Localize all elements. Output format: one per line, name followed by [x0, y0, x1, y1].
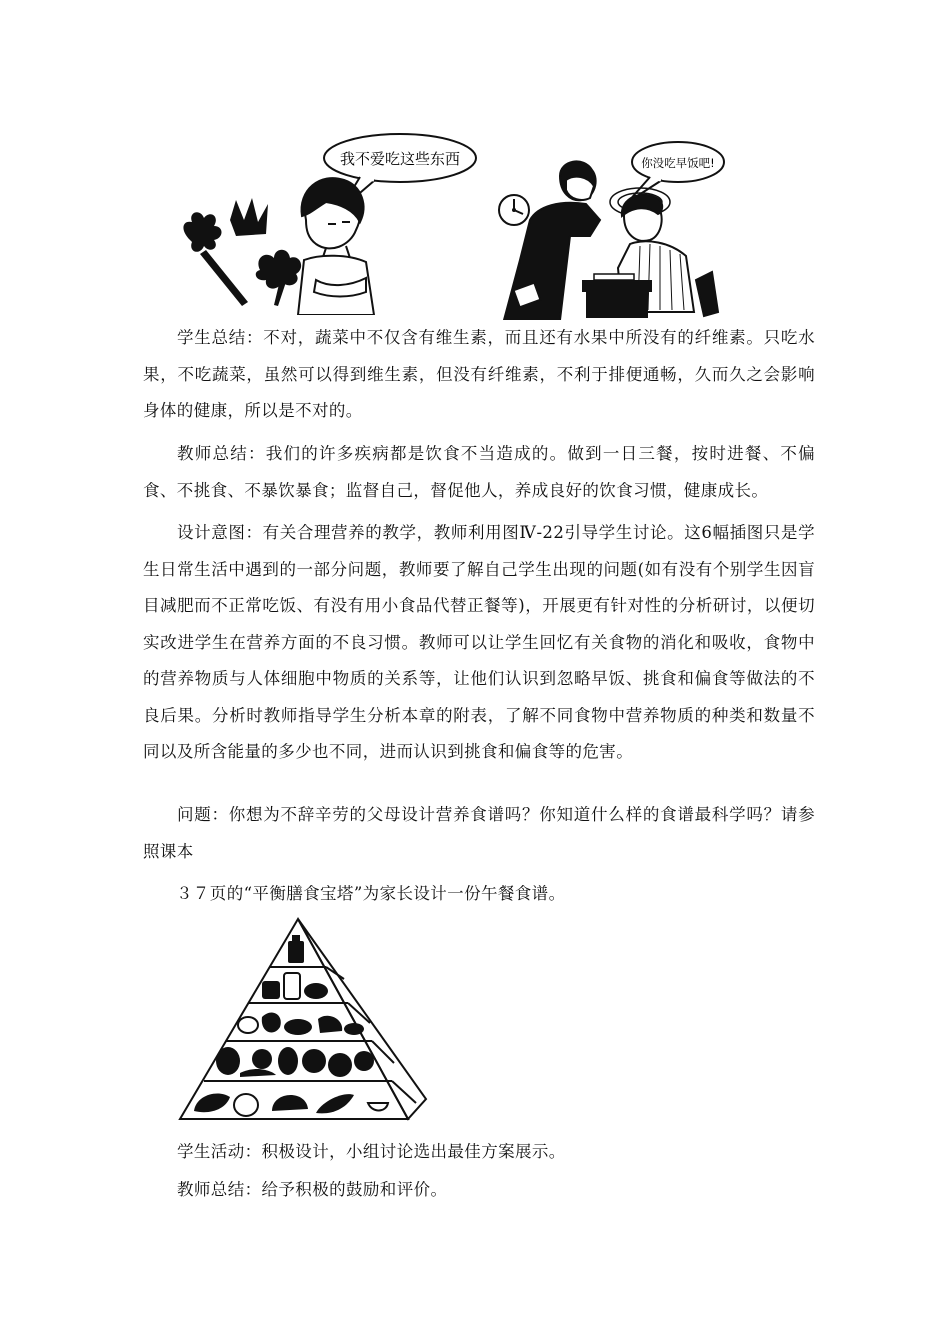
desk-icon	[582, 274, 652, 318]
teacher-figure	[504, 161, 600, 320]
left-speech-text: 我不爱吃这些东西	[339, 150, 461, 168]
clock-icon	[499, 195, 529, 225]
food-pyramid-diagram	[176, 915, 436, 1125]
teacher-summary-2-paragraph: 教师总结：给予积极的鼓励和评价。	[177, 1180, 448, 1199]
grains-icon	[194, 1093, 388, 1116]
meat-fish-eggs-icon	[238, 1012, 364, 1035]
fruits-vegetables-icon	[216, 1047, 374, 1077]
teacher-summary-paragraph: 教师总结：我们的许多疾病都是饮食不当造成的。做到一日三餐，按时进餐、不偏食、不挑食、不暴饮暴食；监督自己，督促他人，养成良好的饮食习惯，健康成长。	[143, 444, 815, 500]
illustration-teacher-student	[490, 140, 730, 320]
question-paragraph: 问题：你想为不辞辛劳的父母设计营养食谱吗？你知道什么样的食谱最科学吗？请参照课本	[143, 805, 815, 861]
right-speech-text: 你没吃早饭吧!	[641, 156, 715, 170]
design-intent-paragraph: 设计意图：有关合理营养的教学，教师利用图Ⅳ-22引导学生讨论。这6幅插图只是学生日常生活中遇到的一部分问题，教师要了解自己学生出现的问题(如有没有个别学生因盲目减肥而不正常吃饭、有没有用小食品代替正餐等)，开展更有针对性的分析研讨，以便切实改进学生在营养方面的不良习惯。教师可以让学生回忆有关食物的消化和吸收，食物中的营养物质与人体细胞中物质的关系等，让他们认识到忽略早饭、挑食和偏食等做法的不良后果。分析时教师指导学生分析本章的附表，了解不同食物中营养物质的种类和数量不同以及所含能量的多少也不同，进而认识到挑食和偏食等的危害。	[143, 523, 815, 761]
vegetables-icon	[183, 198, 301, 306]
dairy-beans-icon	[262, 973, 328, 999]
illustration-boy-vegetables	[170, 130, 480, 315]
student-summary-paragraph: 学生总结：不对，蔬菜中不仅含有维生素，而且还有水果中所没有的纤维素。只吃水果，不吃蔬菜，虽然可以得到维生素，但没有纤维素，不利于排便通畅，久而久之会影响身体的健康，所以是不对的。	[143, 328, 815, 420]
oil-salt-icon	[288, 935, 304, 963]
student-activity-paragraph: 学生活动：积极设计，小组讨论选出最佳方案展示。	[177, 1142, 566, 1161]
page-reference-paragraph: ３７页的“平衡膳食宝塔”为家长设计一份午餐食谱。	[176, 884, 566, 903]
boy-figure	[298, 178, 374, 315]
